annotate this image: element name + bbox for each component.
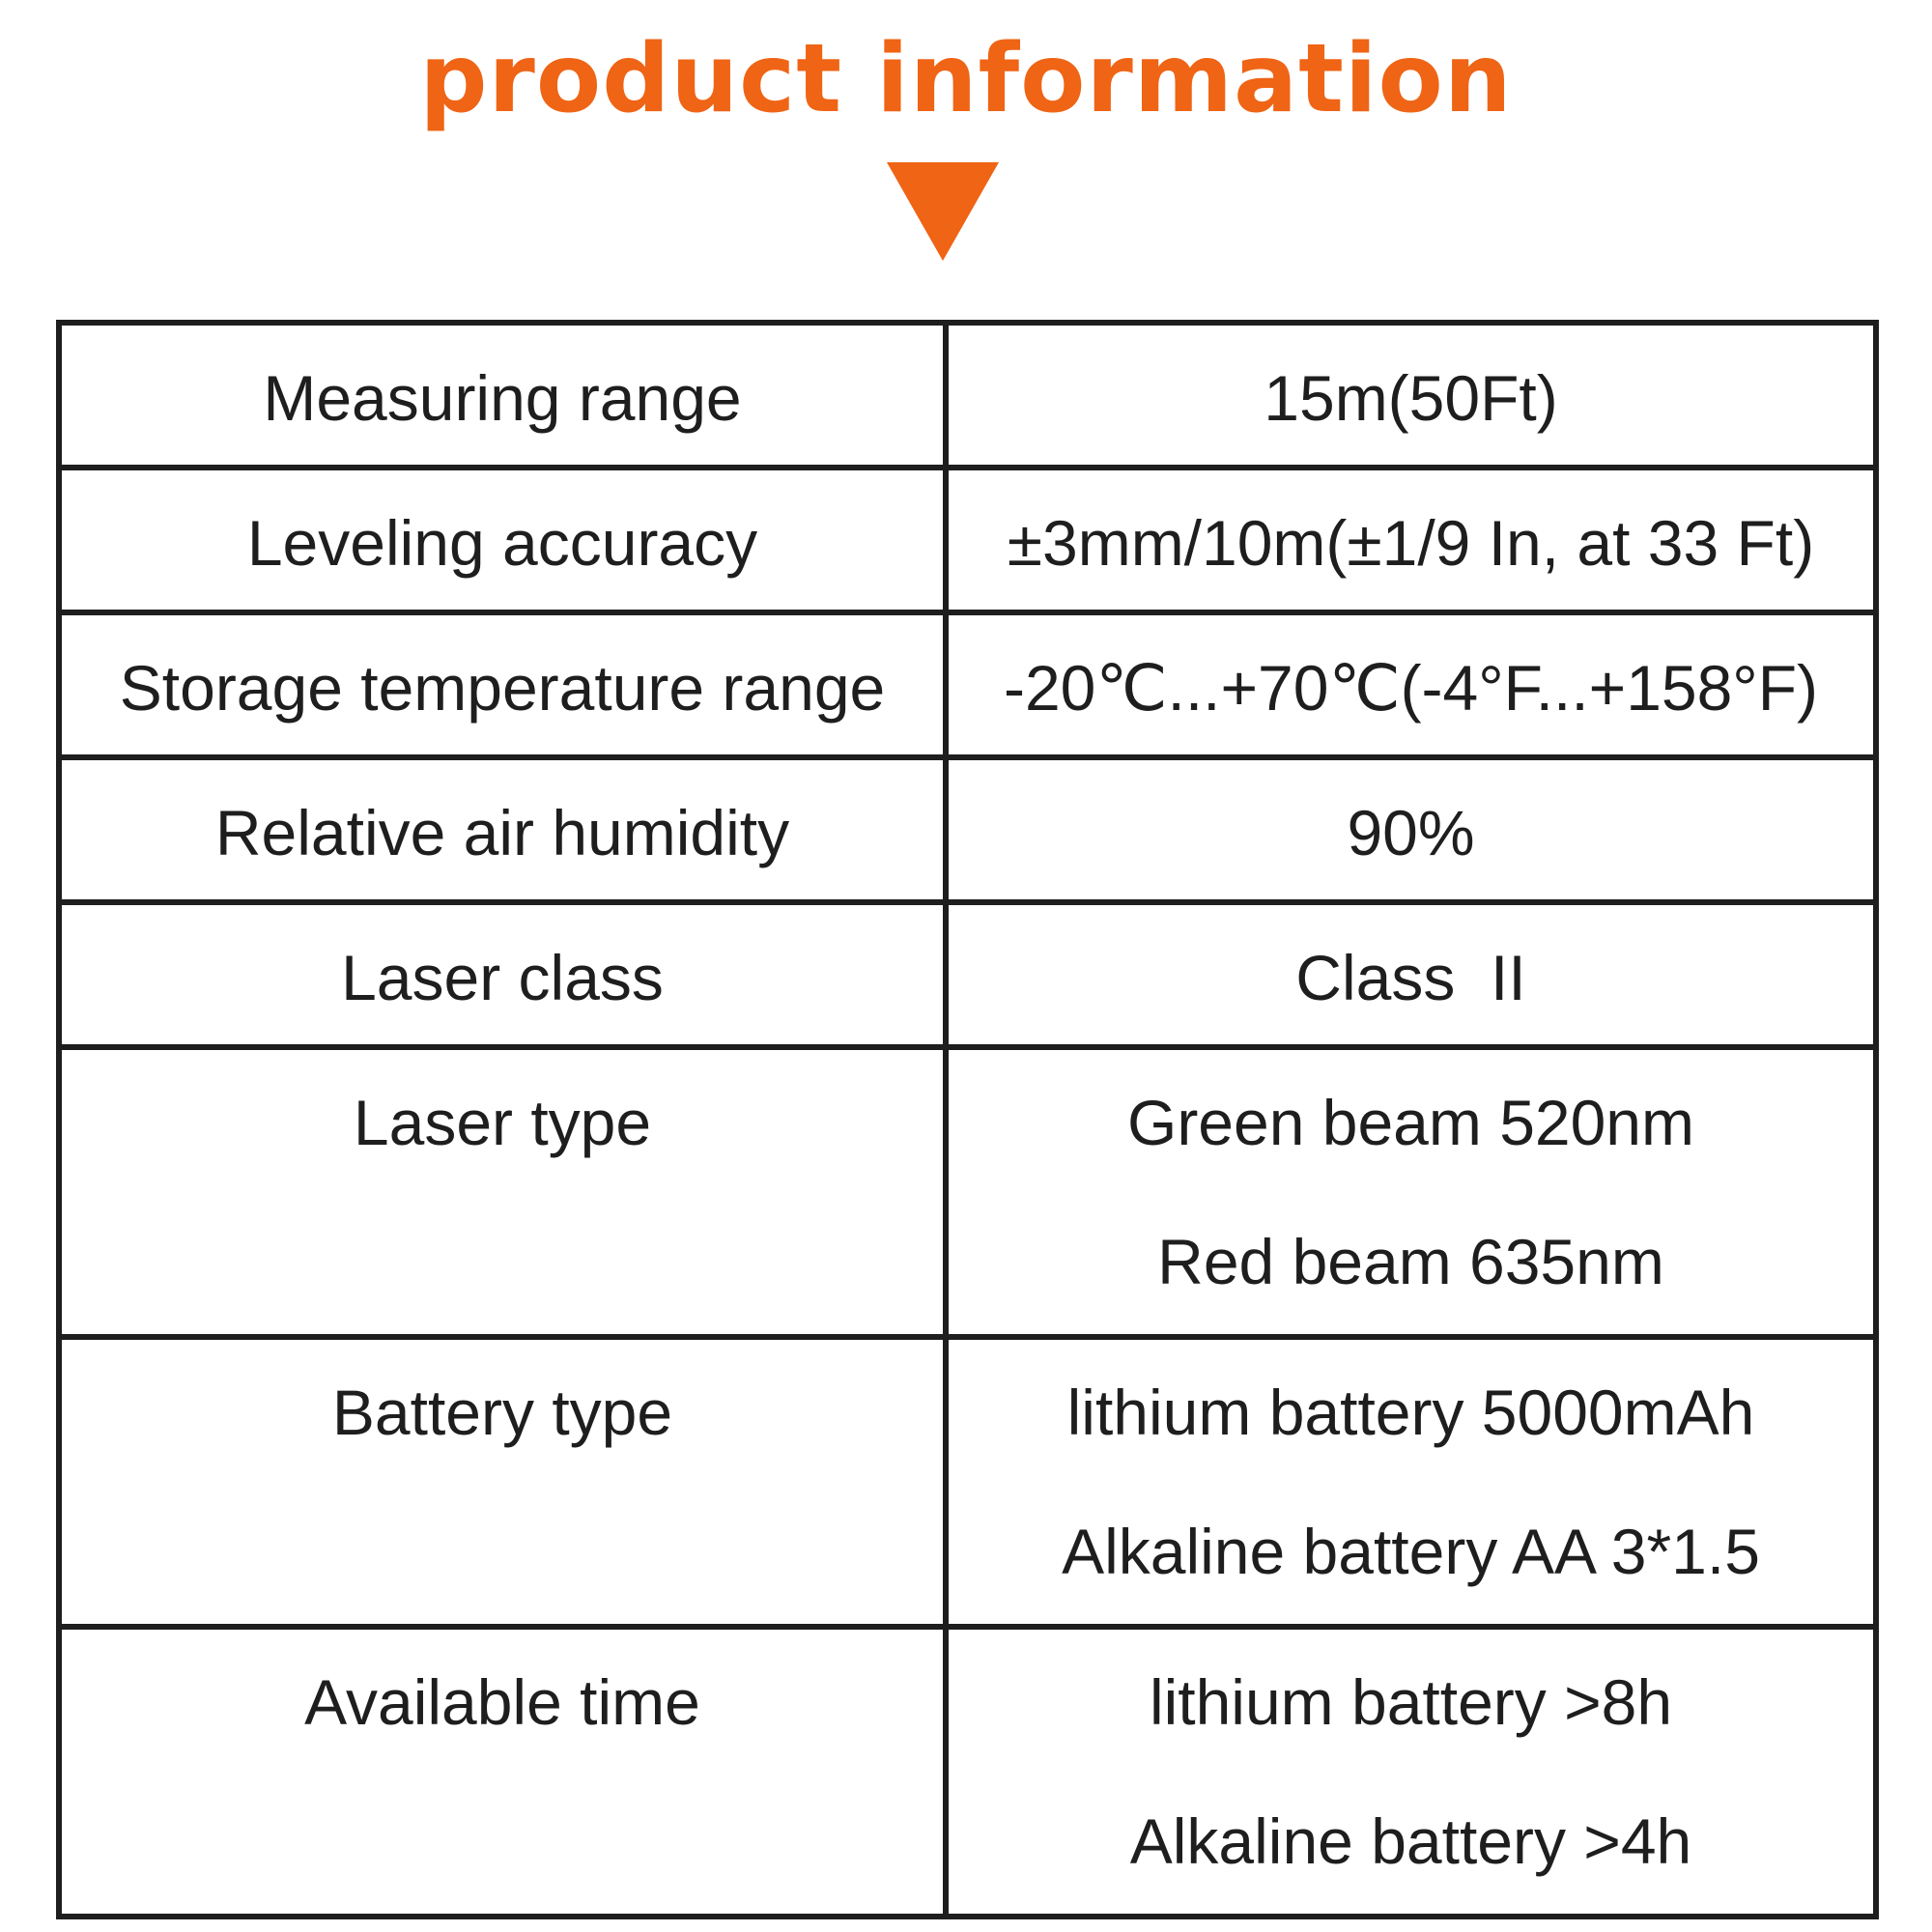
spec-value: Alkaline battery >4h [1129, 1805, 1692, 1877]
triangle-down-icon [887, 162, 999, 261]
spec-value: Green beam 520nm [1126, 1087, 1694, 1158]
table-row [59, 1047, 1876, 1337]
spec-label-cell [59, 1047, 946, 1337]
spec-label-cell [59, 1627, 946, 1917]
spec-label-cell [59, 323, 946, 468]
table-row [59, 1337, 1876, 1627]
table-row [59, 612, 1876, 757]
spec-value-cell [946, 1337, 1876, 1627]
spec-label-cell [59, 902, 946, 1047]
page-title: product information [419, 24, 1513, 134]
spec-value-cell [946, 612, 1876, 757]
spec-label-cell [59, 468, 946, 612]
table-row [59, 323, 1876, 468]
spec-label-cell [59, 757, 946, 902]
spec-value-cell [946, 1047, 1876, 1337]
spec-value-cell [946, 1627, 1876, 1917]
spec-label: Battery type [331, 1377, 673, 1448]
table-row [59, 468, 1876, 612]
spec-value: ±3mm/10m(±1/9 In, at 33 Ft) [1007, 507, 1815, 579]
spec-value-cell [946, 757, 1876, 902]
spec-value: 90% [1347, 797, 1475, 868]
spec-value: Class II [1295, 942, 1526, 1013]
table-row [59, 1627, 1876, 1917]
spec-label: Leveling accuracy [246, 507, 758, 579]
spec-value: -20℃...+70℃(-4°F...+158°F) [1003, 652, 1818, 724]
spec-value: Red beam 635nm [1157, 1226, 1664, 1297]
spec-label: Storage temperature range [119, 652, 886, 724]
spec-value: lithium battery 5000mAh [1066, 1377, 1755, 1448]
spec-value-cell [946, 902, 1876, 1047]
spec-value: Alkaline battery AA 3*1.5 [1062, 1516, 1760, 1587]
spec-label: Laser type [353, 1087, 652, 1158]
spec-label: Laser class [341, 942, 664, 1013]
spec-value: 15m(50Ft) [1264, 362, 1558, 434]
spec-label: Available time [304, 1666, 700, 1738]
spec-value: lithium battery >8h [1149, 1666, 1673, 1738]
table-row [59, 757, 1876, 902]
spec-label: Measuring range [263, 362, 742, 434]
spec-value-cell [946, 468, 1876, 612]
spec-value-cell [946, 323, 1876, 468]
spec-label: Relative air humidity [214, 797, 790, 868]
spec-table [56, 320, 1879, 1919]
table-row [59, 902, 1876, 1047]
spec-label-cell [59, 1337, 946, 1627]
spec-label-cell [59, 612, 946, 757]
